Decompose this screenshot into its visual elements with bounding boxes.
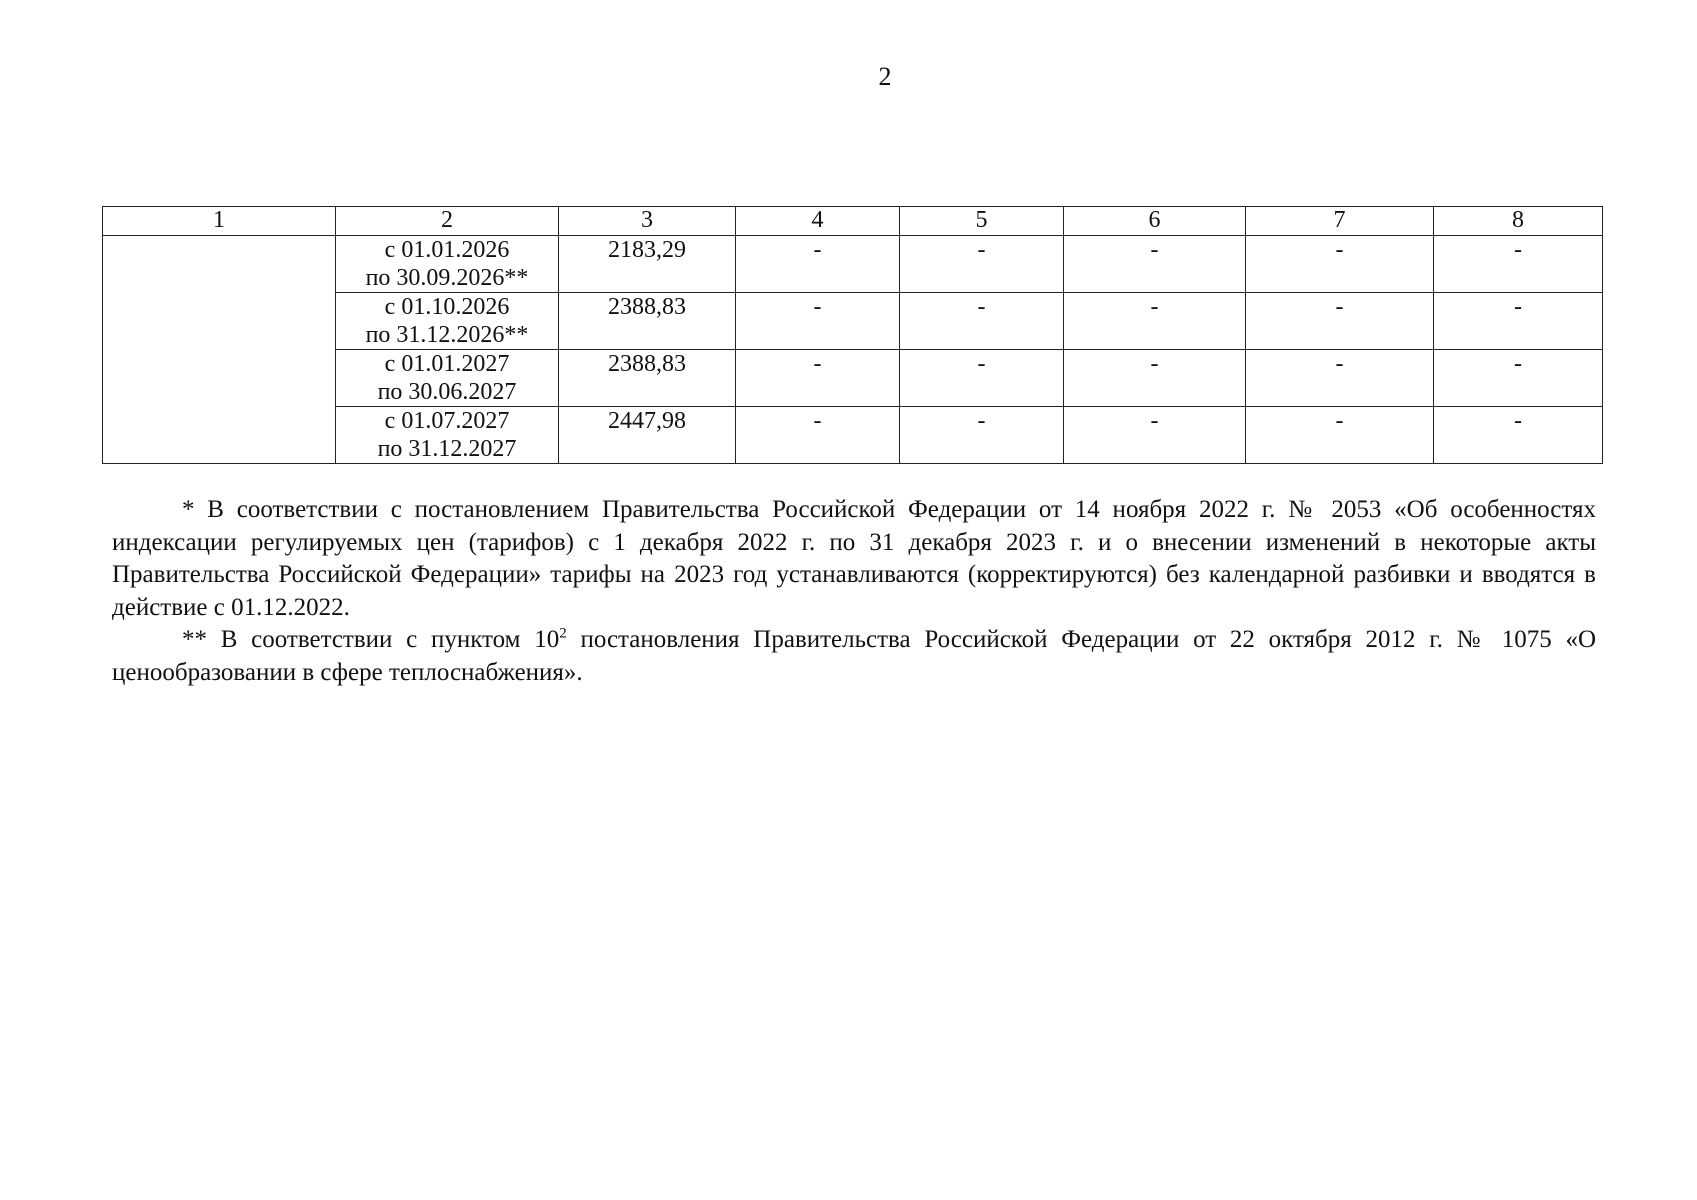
col-header-2: 2: [336, 207, 559, 236]
period-to: по 30.06.2027: [377, 379, 517, 405]
cell-col8: -: [1434, 236, 1603, 293]
cell-col6: -: [1064, 407, 1246, 464]
cell-col4: -: [736, 236, 900, 293]
page-number: 2: [878, 62, 892, 91]
footnotes: [112, 494, 1596, 689]
merged-name-cell: [103, 236, 336, 464]
period-cell: [336, 293, 559, 350]
footnote-2-start: ** В соответствии с пунктом 10: [182, 626, 560, 653]
tariff-table: [102, 206, 1603, 464]
period-to: по 31.12.2026**: [365, 322, 529, 348]
col-header-7: 7: [1246, 207, 1434, 236]
period-cell: [336, 236, 559, 293]
cell-col8: -: [1434, 293, 1603, 350]
period-to: по 30.09.2026**: [365, 265, 529, 291]
tariff-value: 2447,98: [559, 407, 736, 464]
cell-col5: -: [900, 407, 1064, 464]
footnote-1: * В соответствии с постановлением Правительства Российской Федерации от 14 ноября 2022 г. № 2053 «Об особенностях индексации регулируемых цен (тарифов) с 1 декабря 2022 г. по 31 декабря 2023 г. и о внесении изменений в некоторые акты Правительства Российской Федерации» тарифы на 2023 год устанавливаются (корректируются) без календарной разбивки и вводятся в действие с 01.12.2022.: [112, 496, 1596, 621]
col-header-3: 3: [559, 207, 736, 236]
tariff-value: 2388,83: [559, 293, 736, 350]
period-from: с 01.01.2027: [384, 351, 510, 377]
cell-col8: -: [1434, 407, 1603, 464]
col-header-6: 6: [1064, 207, 1246, 236]
tariff-value: 2388,83: [559, 350, 736, 407]
cell-col4: -: [736, 293, 900, 350]
period-from: с 01.10.2026: [384, 294, 510, 320]
col-header-5: 5: [900, 207, 1064, 236]
footnote-2: [112, 624, 1596, 689]
cell-col7: -: [1246, 350, 1434, 407]
cell-col6: -: [1064, 236, 1246, 293]
cell-col6: -: [1064, 293, 1246, 350]
cell-col4: -: [736, 350, 900, 407]
cell-col8: -: [1434, 350, 1603, 407]
period-from: с 01.01.2026: [384, 237, 510, 263]
footnote-2-superscript: 2: [559, 625, 567, 642]
cell-col5: -: [900, 293, 1064, 350]
col-header-8: 8: [1434, 207, 1603, 236]
footnote-2-end: постановления Правительства Российской Федерации от 22 октября 2012 г. № 1075 «О ценообразовании в сфере теплоснабжения».: [112, 626, 1597, 686]
cell-col5: -: [900, 236, 1064, 293]
cell-col7: -: [1246, 236, 1434, 293]
period-from: с 01.07.2027: [384, 408, 510, 434]
cell-col5: -: [900, 350, 1064, 407]
period-cell: [336, 350, 559, 407]
tariff-value: 2183,29: [559, 236, 736, 293]
cell-col4: -: [736, 407, 900, 464]
col-header-4: 4: [736, 207, 900, 236]
cell-col7: -: [1246, 407, 1434, 464]
table-header-row: [103, 207, 1603, 236]
cell-col6: -: [1064, 350, 1246, 407]
period-cell: [336, 407, 559, 464]
period-to: по 31.12.2027: [377, 436, 517, 462]
table-row: [103, 236, 1603, 293]
cell-col7: -: [1246, 293, 1434, 350]
col-header-1: 1: [103, 207, 336, 236]
